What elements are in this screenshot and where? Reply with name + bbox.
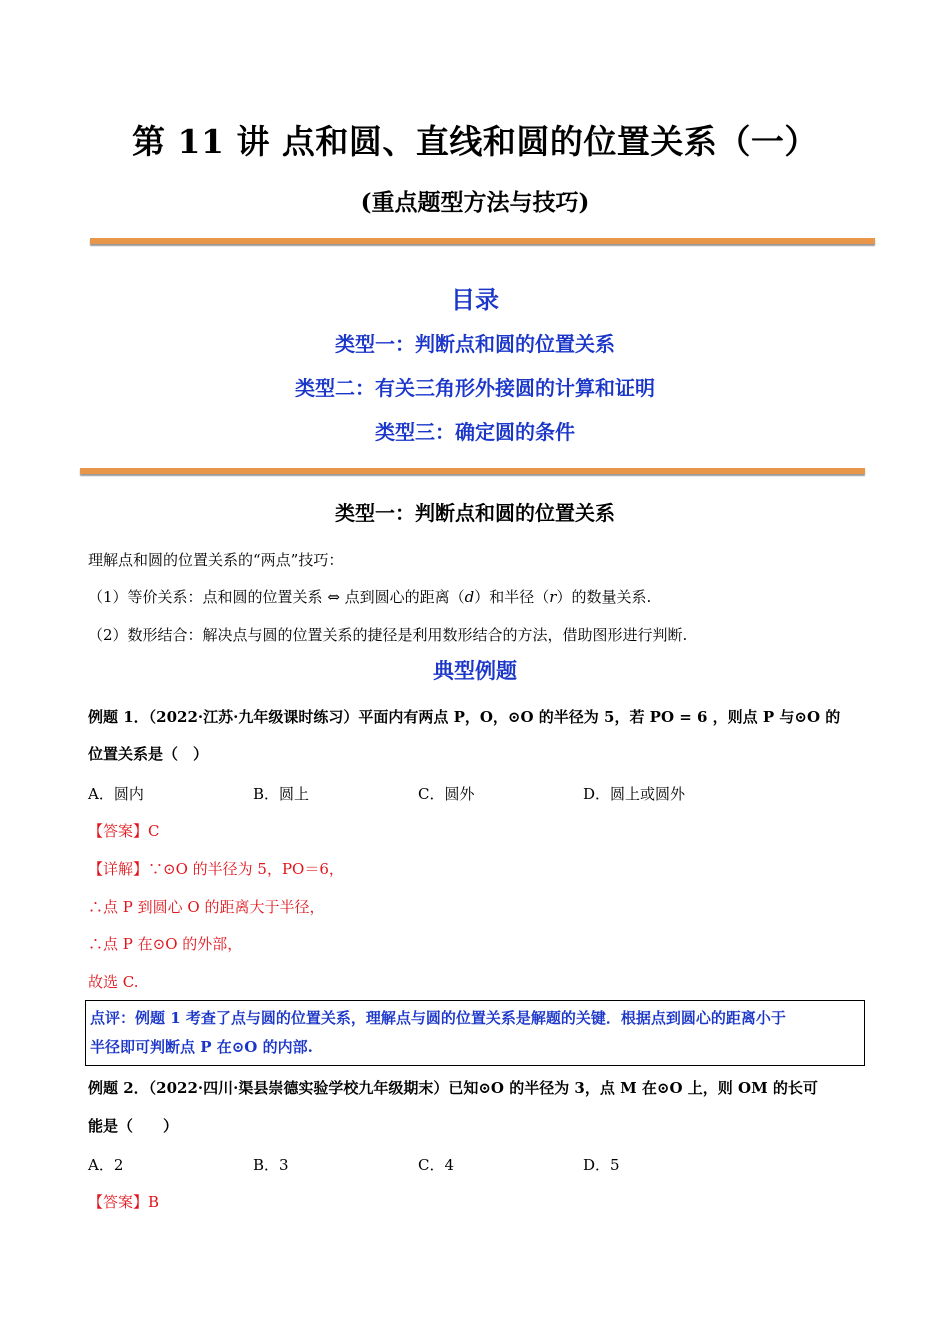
example-1-answer: 【答案】C bbox=[88, 822, 160, 840]
example-1-detail-2: ∴点 P 到圆心 O 的距离大于半径， bbox=[88, 898, 325, 916]
example-1-option-d: D．圆上或圆外 bbox=[583, 785, 686, 803]
tip-1-part-b: ）和半径（ bbox=[474, 588, 550, 606]
toc-item-2[interactable]: 类型二：有关三角形外接圆的计算和证明 bbox=[295, 376, 655, 400]
page-title: 第 11 讲 点和圆、直线和圆的位置关系（一） bbox=[132, 122, 818, 161]
tip-1 bbox=[88, 587, 651, 607]
example-2-option-c: C．4 bbox=[418, 1156, 455, 1174]
toc-item-1[interactable]: 类型一：判断点和圆的位置关系 bbox=[335, 332, 615, 356]
example-1-question-line1: 例题 1．（2022·江苏·九年级课时练习）平面内有两点 P，O，⊙O 的半径为 5，若 PO = 6 ，则点 P 与⊙O 的 bbox=[88, 708, 841, 726]
tip-2: （2）数形结合：解决点与圆的位置关系的捷径是利用数形结合的方法，借助图形进行判断. bbox=[88, 626, 688, 644]
divider-toc bbox=[80, 468, 865, 474]
intro-text: 理解点和圆的位置关系的“两点”技巧： bbox=[88, 551, 344, 569]
divider-top bbox=[90, 238, 875, 244]
tip-1-d: d bbox=[464, 588, 475, 606]
example-2-option-b: B．3 bbox=[253, 1156, 289, 1174]
example-1-option-b: B．圆上 bbox=[253, 785, 310, 803]
tip-1-part-c: ）的数量关系. bbox=[556, 588, 652, 606]
page-subtitle: (重点题型方法与技巧) bbox=[360, 189, 590, 216]
examples-heading: 典型例题 bbox=[433, 658, 517, 683]
section-title: 类型一：判断点和圆的位置关系 bbox=[335, 501, 615, 525]
example-1-comment-line2: 半径即可判断点 P 在⊙O 的内部. bbox=[90, 1038, 313, 1056]
toc-item-3[interactable]: 类型三：确定圆的条件 bbox=[375, 420, 575, 444]
example-2-question-line1: 例题 2．（2022·四川·渠县崇德实验学校九年级期末）已知⊙O 的半径为 3，点 M 在⊙O 上，则 OM 的长可 bbox=[88, 1079, 818, 1097]
example-2-option-d: D．5 bbox=[583, 1156, 620, 1174]
example-1-question-line2: 位置关系是（ ） bbox=[88, 745, 209, 763]
example-1-comment-box bbox=[85, 1000, 865, 1066]
example-1-detail-1: 【详解】∵⊙O 的半径为 5，PO＝6， bbox=[88, 860, 344, 878]
example-1-detail-4: 故选 C. bbox=[88, 973, 139, 991]
example-2-option-a: A．2 bbox=[88, 1156, 124, 1174]
example-1-option-c: C．圆外 bbox=[418, 785, 475, 803]
example-1-detail-3: ∴点 P 在⊙O 的外部， bbox=[88, 935, 243, 953]
example-1-comment-line1: 点评：例题 1 考查了点与圆的位置关系，理解点与圆的位置关系是解题的关键．根据点到圆心的距离小于 bbox=[90, 1009, 786, 1027]
example-2-question-line2: 能是（ ） bbox=[88, 1117, 179, 1135]
tip-1-part-a: （1）等价关系：点和圆的位置关系 ⇔ 点到圆心的距离（ bbox=[88, 588, 465, 606]
example-2-answer: 【答案】B bbox=[88, 1193, 160, 1211]
toc-title: 目录 bbox=[451, 285, 499, 314]
example-1-option-a: A．圆内 bbox=[88, 785, 144, 803]
tip-1-r: r bbox=[549, 588, 557, 606]
